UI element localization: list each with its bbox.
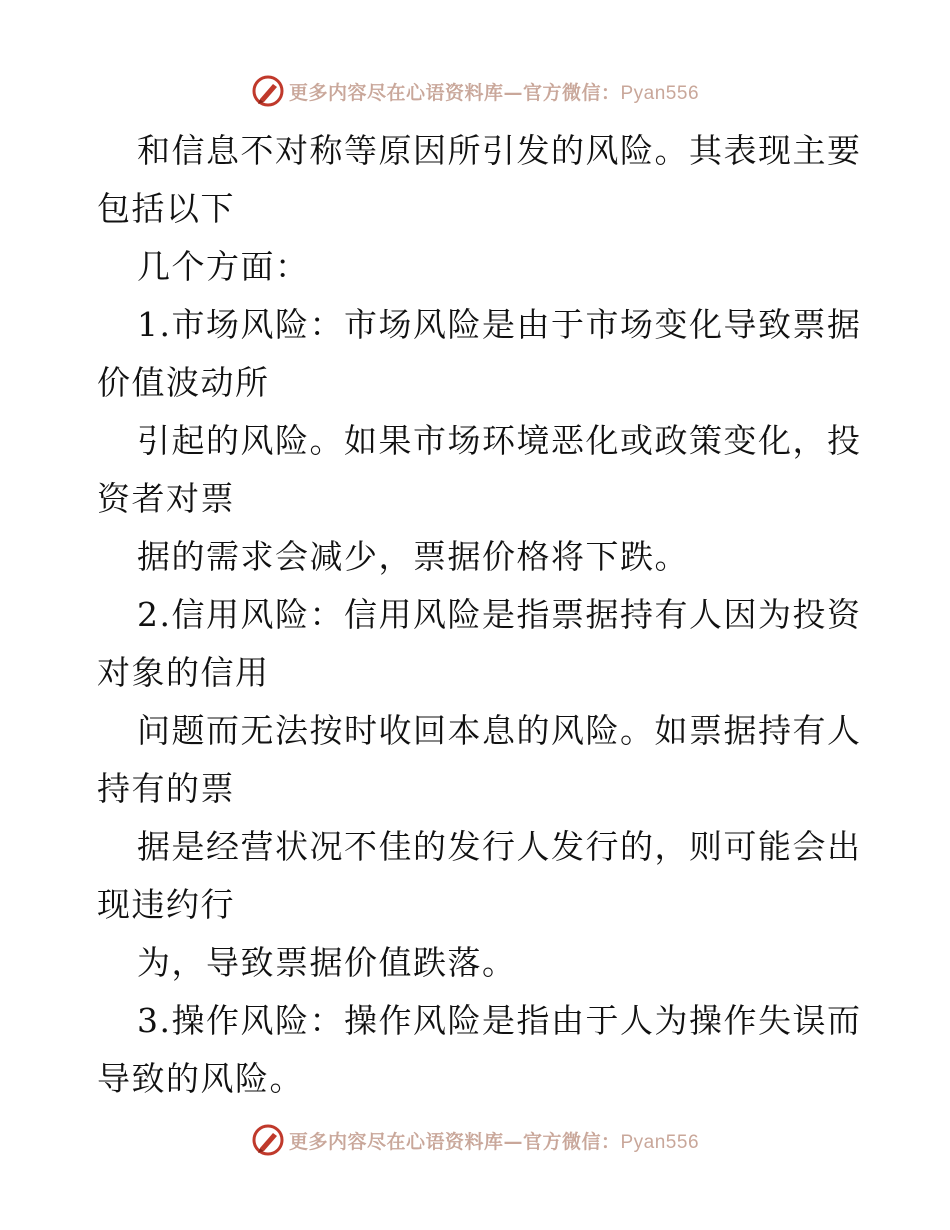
text-line: 引起的风险。如果市场环境恶化或政策变化，投 [137,421,862,460]
text-line: 据的需求会减少，票据价格将下跌。 [137,537,689,576]
footer-banner-text [289,1127,699,1154]
header-banner-text [289,78,699,105]
banner-dash: — [503,81,523,104]
wechat-id: Pyan556 [620,1131,700,1153]
text-line: 1.市场风险：市场风险是由于市场变化导致票据 [137,305,862,344]
text-line: 对象的信用 [97,653,270,692]
banner-title: 更多内容尽在心语资料库 [288,1130,504,1153]
text-line: 持有的票 [97,769,235,808]
text-line: 问题而无法按时收回本息的风险。如票据持有人 [137,711,862,750]
wechat-label: 官方微信： [522,1130,621,1153]
document-body [97,122,862,1108]
text-line: 现违约行 [97,885,235,924]
banner-dash: — [503,1130,523,1153]
text-line: 据是经营状况不佳的发行人发行的，则可能会出 [137,827,862,866]
banner-title: 更多内容尽在心语资料库 [288,81,504,104]
pen-logo-icon [251,1123,285,1157]
text-line: 价值波动所 [97,363,270,402]
footer-banner [0,1120,950,1160]
pen-logo-icon [251,74,285,108]
text-line: 和信息不对称等原因所引发的风险。其表现主要 [137,131,862,170]
text-line: 3.操作风险：操作风险是指由于人为操作失误而 [137,1001,862,1040]
text-line: 资者对票 [97,479,235,518]
header-banner [0,71,950,111]
text-line: 包括以下 [97,189,235,228]
text-line: 为，导致票据价值跌落。 [137,943,517,982]
text-line: 导致的风险。 [97,1059,304,1098]
wechat-label: 官方微信： [522,81,621,104]
text-line: 2.信用风险：信用风险是指票据持有人因为投资 [137,595,862,634]
text-line: 几个方面： [137,247,310,286]
wechat-id: Pyan556 [620,82,700,104]
